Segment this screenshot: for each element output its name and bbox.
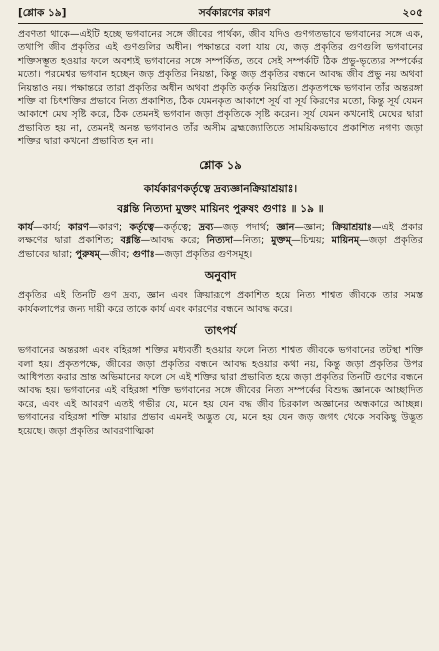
synonym-meaning: কর্তৃত্বে xyxy=(163,221,189,233)
synonym-meaning: জড়া প্রকৃতির গুণসমূহ। xyxy=(164,248,253,260)
synonym-word: পুরুষম্ xyxy=(75,248,100,260)
synonym-word: মায়িনম্ xyxy=(331,235,360,247)
synonym-word: নিত্যদা xyxy=(206,235,233,247)
translation-text: প্রকৃতির এই তিনটি গুণ দ্রব্য, জ্ঞান এবং ক্রিয়ারূপে প্রকাশিত হয়ে নিত্য শাশ্বত জীবকে তার সমস্ত কার্যকলাপের জন্য দায়ী করে তাকে কার্য এবং কারণের বন্ধনে আবদ্ধ করে। xyxy=(18,290,423,315)
translation-heading: অনুবাদ xyxy=(204,269,237,283)
synonym-meaning: কারণ xyxy=(98,221,119,233)
synonym-meaning: নিত্য xyxy=(242,235,261,247)
synonym-meaning: জড়া প্রকৃতির প্রভাবের দ্বারা xyxy=(18,235,423,260)
chapter-title-header: সর্বকারণের কারণ xyxy=(198,7,271,19)
purport-heading: তাৎপর্য xyxy=(204,324,237,338)
synonym-word: কার্য xyxy=(18,221,34,233)
synonym-meaning: জীব xyxy=(109,248,127,260)
synonym-word: জ্ঞান xyxy=(276,221,295,233)
synonym-word: ক্রিয়াশ্রয়াঃ xyxy=(332,221,372,233)
verse-line-1: কার্যকারণকর্তৃত্বে দ্রব্যজ্ঞানক্রিয়াশ্রয়াঃ। xyxy=(143,182,298,195)
synonym-word: দ্রব্য xyxy=(198,221,214,233)
verse-heading: শ্লোক ১৯ xyxy=(199,157,242,172)
synonym-meaning: আবদ্ধ করে xyxy=(150,235,197,247)
synonym-word: বধ্নন্তি xyxy=(120,235,141,247)
synonym-word: কারণ xyxy=(68,221,89,233)
synonym-word: কর্তৃত্বে xyxy=(129,221,155,233)
synonym-word: মুক্তম্ xyxy=(271,235,292,247)
intro-paragraph: প্রবণতা থাকে—এইটি হচ্ছে ভগবানের সঙ্গে জীবের পার্থক্য, জীব যদিও গুণগতভাবে ভগবানের সঙ্গে এক, তথাপি জীব প্রকৃতির এই গুণগুলির অধীন। পক্ষান্তরে বলা যায় যে, জড় প্রকৃতির গুণগুলি ভগবানের শক্তিসম্ভূত হওয়ার ফলে অবশ্যই ভগবানের সঙ্গে সম্পর্কিত, তবে সেই সম্পর্কটি ঠিক প্রভু-ভৃত্যের সম্পর্কের মতো। পরমেশ্বর ভগবান হচ্ছেন জড় প্রকৃতির নিয়ন্তা, কিন্তু জড় প্রকৃতির বন্ধনে আবদ্ধ জীব প্রভু নয় অথবা নিয়ন্তাও নয়। পক্ষান্তরে তারা প্রকৃতির অধীন অথবা প্রকৃতি কর্তৃক নিয়ন্ত্রিত। প্রকৃতপক্ষে ভগবান তাঁর অন্তরঙ্গা শক্তি বা চিৎশক্তির প্রভাবে নিত্য প্রকাশিত, ঠিক যেমনকৃত আকাশে সূর্য বা সূর্য কিরণের মতো, কিন্তু সূর্য যেমন আকাশে মেঘ সৃষ্টি করে, ঠিক তেমনই ভগবান জড়া প্রকৃতিকে সৃষ্টি করেন। সূর্য যেমন কখনোই মেঘের দ্বারা প্রভাবিত হয় না, তেমনই অনন্ত ভগবানও তাঁর অসীম ব্রহ্মজ্যোতিতে সাময়িকভাবে প্রকাশিত নগণ্য জড়া শক্তির দ্বারা কখনো প্রভাবিত হন না। xyxy=(18,29,423,148)
synonym-meaning: চিন্ময় xyxy=(300,235,322,247)
verse-number-header: [শ্লোক ১৯] xyxy=(18,7,67,19)
verse-line-2: বধ্নন্তি নিত্যদা মুক্তং মায়িনং পুরুষং গুণাঃ ॥ ১৯ ॥ xyxy=(117,202,324,215)
synonym-meaning: কার্য xyxy=(42,221,58,233)
synonym-word: গুণাঃ xyxy=(132,248,155,260)
synonym-meaning: জ্ঞান xyxy=(303,221,322,233)
page-header xyxy=(18,6,423,21)
header-rule xyxy=(18,23,423,24)
word-for-word-synonyms: কার্য—কার্য; কারণ—কারণ; কর্তৃত্বে—কর্তৃত্বে; দ্রব্য—জড় পদার্থ; জ্ঞান—জ্ঞান; ক্রিয়াশ্রয়াঃ—এই প্রকার লক্ষণের দ্বারা প্রকাশিত; বধ্নন্তি—আবদ্ধ করে; নিত্যদা—নিত্য; মুক্তম্—চিন্ময়; মায়িনম্—জড়া প্রকৃতির প্রভাবের দ্বারা; পুরুষম্—জীব; গুণাঃ—জড়া প্রকৃতির গুণসমূহ। xyxy=(18,221,423,260)
synonym-meaning: এই প্রকার লক্ষণের দ্বারা প্রকাশিত xyxy=(18,221,423,247)
page-number: ২০৫ xyxy=(402,7,423,19)
purport-text: ভগবানের অন্তরঙ্গা এবং বহিরঙ্গা শক্তির মধ্যবর্তী হওয়ার ফলে নিত্য শাশ্বত জীবকে ভগবানের তটস্থা শক্তি বলা হয়। প্রকৃতপক্ষে, জীবের জড়া প্রকৃতির বন্ধনে আবদ্ধ হওয়ার কথা নয়, কিন্তু জড়া প্রকৃতির উপর আধিপত্য করার ভ্রান্ত অভিমানের ফলে সে এই শক্তির দ্বারা প্রভাবিত হয়ে জড়া প্রকৃতির তিনটি গুণের বন্ধনে আবদ্ধ হয়। ভগবানের এই বহিরঙ্গা শক্তি ভগবানের সঙ্গে জীবের নিত্য সম্পর্কের বিশুদ্ধ জ্ঞানকে আচ্ছাদিত করে, এবং এই আবরণ এতই গভীর যে, মনে হয় যেন বদ্ধ জীব চিরকাল অজ্ঞানের অন্ধকারে আচ্ছন্ন। ভগবানের বহিরঙ্গা শক্তি মায়ার প্রভাব এমনই অদ্ভুত যে, মনে হয় যেন জড় জগৎ থেকে সবকিছু উদ্ভূত হয়েছে। জড়া প্রকৃতির আবরণাত্মিকা xyxy=(18,345,423,437)
synonym-meaning: জড় পদার্থ xyxy=(222,221,267,233)
